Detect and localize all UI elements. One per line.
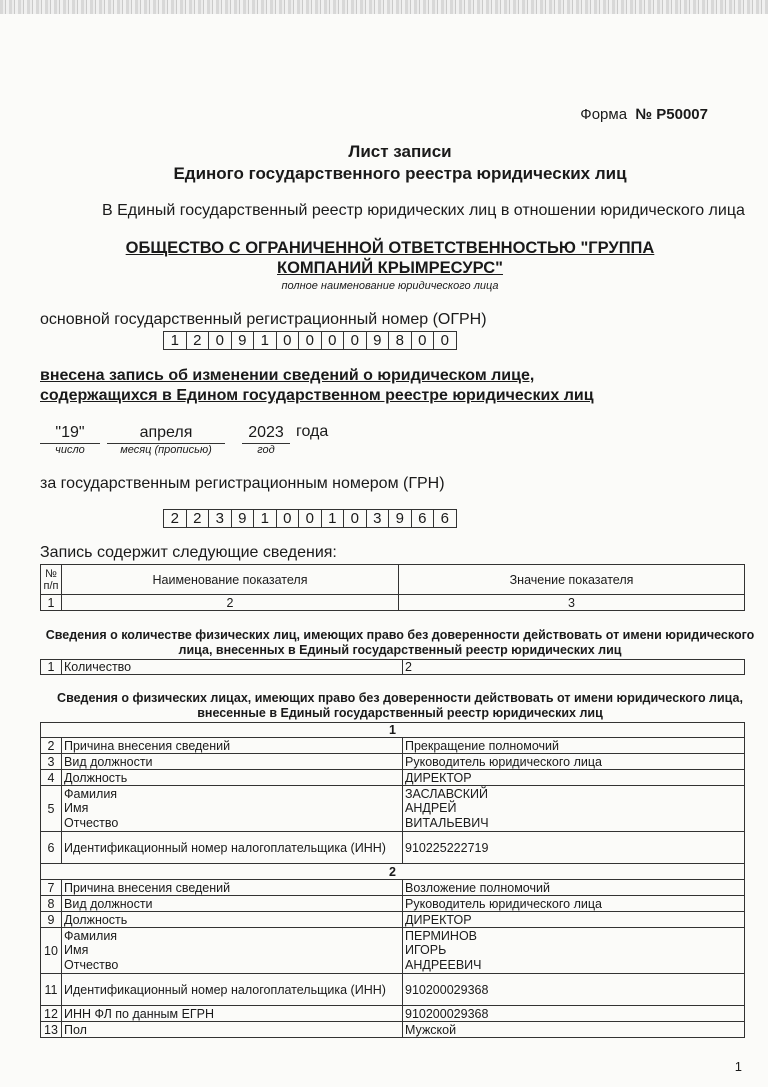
ogrn-label: основной государственный регистрационный номер (ОГРН) (40, 311, 487, 328)
entity-caption: полное наименование юридического лица (281, 280, 499, 292)
row-num: 3 (41, 754, 62, 770)
ogrn-digit: 0 (343, 331, 367, 350)
row-value: ДИРЕКТОР (403, 770, 745, 786)
surname-label: Фамилия (64, 786, 118, 801)
row-name: Количество (62, 660, 403, 675)
ogrn-digit: 0 (433, 331, 457, 350)
row-name: Должность (62, 912, 403, 928)
ogrn-digit: 2 (186, 331, 210, 350)
row-num: 8 (41, 896, 62, 912)
ogrn-digit: 0 (208, 331, 232, 350)
day-caption: число (55, 444, 85, 456)
persons-table (40, 722, 745, 1038)
page-title: Лист записи (348, 142, 452, 161)
grn-digit: 9 (231, 509, 255, 528)
table-row (41, 864, 745, 880)
row-name (62, 928, 403, 974)
header-table (40, 564, 745, 611)
row-num: 11 (41, 974, 62, 1006)
patronymic-label: Отчество (64, 957, 119, 972)
table-row (41, 738, 745, 754)
table-row (41, 928, 745, 974)
ogrn-digits (163, 331, 457, 350)
row-name: ИНН ФЛ по данным ЕГРН (62, 1006, 403, 1022)
col-num-header: № п/п (41, 565, 62, 595)
name-value: АНДРЕЙ (405, 801, 457, 816)
col-value-header: Значение показателя (399, 565, 745, 595)
grn-digit: 3 (366, 509, 390, 528)
scan-edge-band (0, 0, 768, 14)
row-name: Вид должности (62, 754, 403, 770)
row-num: 12 (41, 1006, 62, 1022)
ogrn-digit: 9 (366, 331, 390, 350)
row-name: Идентификационный номер налогоплательщика (ИНН) (62, 974, 403, 1006)
row-num: 5 (41, 786, 62, 832)
table-row (41, 660, 745, 675)
row-num: 4 (41, 770, 62, 786)
ogrn-digit: 0 (298, 331, 322, 350)
row-value: Руководитель юридического лица (403, 896, 745, 912)
surname-value: ЗАСЛАВСКИЙ (405, 786, 488, 801)
row-num: 1 (41, 660, 62, 675)
table-row (41, 595, 745, 611)
date-day: "19" (40, 423, 100, 444)
ogrn-digit: 0 (321, 331, 345, 350)
row-value: ДИРЕКТОР (403, 912, 745, 928)
row-value: Возложение полномочий (403, 880, 745, 896)
row-name: Вид должности (62, 896, 403, 912)
grn-digit: 9 (388, 509, 412, 528)
table-row (41, 912, 745, 928)
grn-digit: 0 (276, 509, 300, 528)
grn-label: за государственным регистрационным номером (ГРН) (40, 475, 445, 492)
form-label: Форма (580, 106, 628, 123)
name-label: Имя (64, 801, 89, 816)
ogrn-digit: 9 (231, 331, 255, 350)
row-value: 910200029368 (403, 974, 745, 1006)
table-row (41, 786, 745, 832)
intro-text: В Единый государственный реестр юридических лиц в отношении юридического лица (102, 202, 745, 219)
row-name (62, 786, 403, 832)
contains-label: Запись содержит следующие сведения: (40, 544, 337, 561)
ogrn-digit: 1 (163, 331, 187, 350)
row-name: Причина внесения сведений (62, 738, 403, 754)
row-num: 6 (41, 832, 62, 864)
row-name: Идентификационный номер налогоплательщика (ИНН) (62, 832, 403, 864)
row-value: Мужской (403, 1022, 745, 1038)
entity-name-line2: КОМПАНИЙ КРЫМРЕСУРС" (277, 259, 503, 277)
ogrn-digit: 0 (411, 331, 435, 350)
col-index: 3 (399, 595, 745, 611)
row-value: 2 (403, 660, 745, 675)
grn-digit: 2 (186, 509, 210, 528)
grn-digit: 6 (433, 509, 457, 528)
grn-digit: 0 (298, 509, 322, 528)
row-num: 9 (41, 912, 62, 928)
name-label: Имя (64, 943, 89, 958)
grn-digit: 1 (321, 509, 345, 528)
row-num: 2 (41, 738, 62, 754)
date-year: 2023 (242, 423, 290, 444)
table-row (41, 974, 745, 1006)
table-row (41, 565, 745, 595)
surname-label: Фамилия (64, 928, 118, 943)
grn-digit: 0 (343, 509, 367, 528)
col-index: 1 (41, 595, 62, 611)
section-count-title: Сведения о количестве физических лиц, имеющих право без доверенности действовать от имени юридического лица, внесенных в Единый государственный реестр юридических лиц (45, 628, 755, 657)
form-code: № Р50007 (635, 106, 708, 123)
section-persons-title: Сведения о физических лицах, имеющих право без доверенности действовать от имени юридического лица, внесенные в Единый государственный реестр юридических лиц (57, 691, 743, 720)
row-name: Должность (62, 770, 403, 786)
table-row (41, 1006, 745, 1022)
table-row (41, 1022, 745, 1038)
grn-digit: 2 (163, 509, 187, 528)
record-statement (40, 366, 594, 406)
table-row (41, 754, 745, 770)
form-number (580, 106, 708, 123)
row-value: 910200029368 (403, 1006, 745, 1022)
patronymic-label: Отчество (64, 815, 119, 830)
grn-digits (163, 509, 457, 528)
entity-name-line1: ОБЩЕСТВО С ОГРАНИЧЕННОЙ ОТВЕТСТВЕННОСТЬЮ "ГРУППА (125, 239, 655, 257)
patronymic-value: АНДРЕЕВИЧ (405, 957, 482, 972)
row-value: 910225222719 (403, 832, 745, 864)
count-table (40, 659, 745, 675)
col-name-header: Наименование показателя (62, 565, 399, 595)
ogrn-digit: 8 (388, 331, 412, 350)
table-row (41, 770, 745, 786)
row-num: 7 (41, 880, 62, 896)
grn-digit: 1 (253, 509, 277, 528)
record-line1: внесена запись об изменении сведений о юридическом лице, (40, 367, 535, 384)
row-value (403, 786, 745, 832)
row-value: Руководитель юридического лица (403, 754, 745, 770)
ogrn-digit: 0 (276, 331, 300, 350)
row-num: 13 (41, 1022, 62, 1038)
ogrn-digit: 1 (253, 331, 277, 350)
page-number: 1 (734, 1059, 742, 1074)
grn-digit: 6 (411, 509, 435, 528)
grn-digit: 3 (208, 509, 232, 528)
row-value: Прекращение полномочий (403, 738, 745, 754)
row-name: Причина внесения сведений (62, 880, 403, 896)
table-row (41, 723, 745, 738)
col-index: 2 (62, 595, 399, 611)
page-subtitle: Единого государственного реестра юридических лиц (173, 164, 627, 183)
person-group-header: 1 (41, 723, 745, 738)
table-row (41, 880, 745, 896)
record-line2: содержащихся в Едином государственном реестре юридических лиц (40, 387, 594, 404)
name-value: ИГОРЬ (405, 943, 447, 958)
row-name: Пол (62, 1022, 403, 1038)
patronymic-value: ВИТАЛЬЕВИЧ (405, 815, 489, 830)
date-month: апреля (107, 423, 225, 444)
table-row (41, 896, 745, 912)
surname-value: ПЕРМИНОВ (405, 928, 478, 943)
row-num: 10 (41, 928, 62, 974)
row-value (403, 928, 745, 974)
month-caption: месяц (прописью) (120, 444, 212, 456)
table-row (41, 832, 745, 864)
person-group-header: 2 (41, 864, 745, 880)
year-caption: год (257, 444, 275, 456)
date-year-suffix: года (296, 423, 329, 440)
